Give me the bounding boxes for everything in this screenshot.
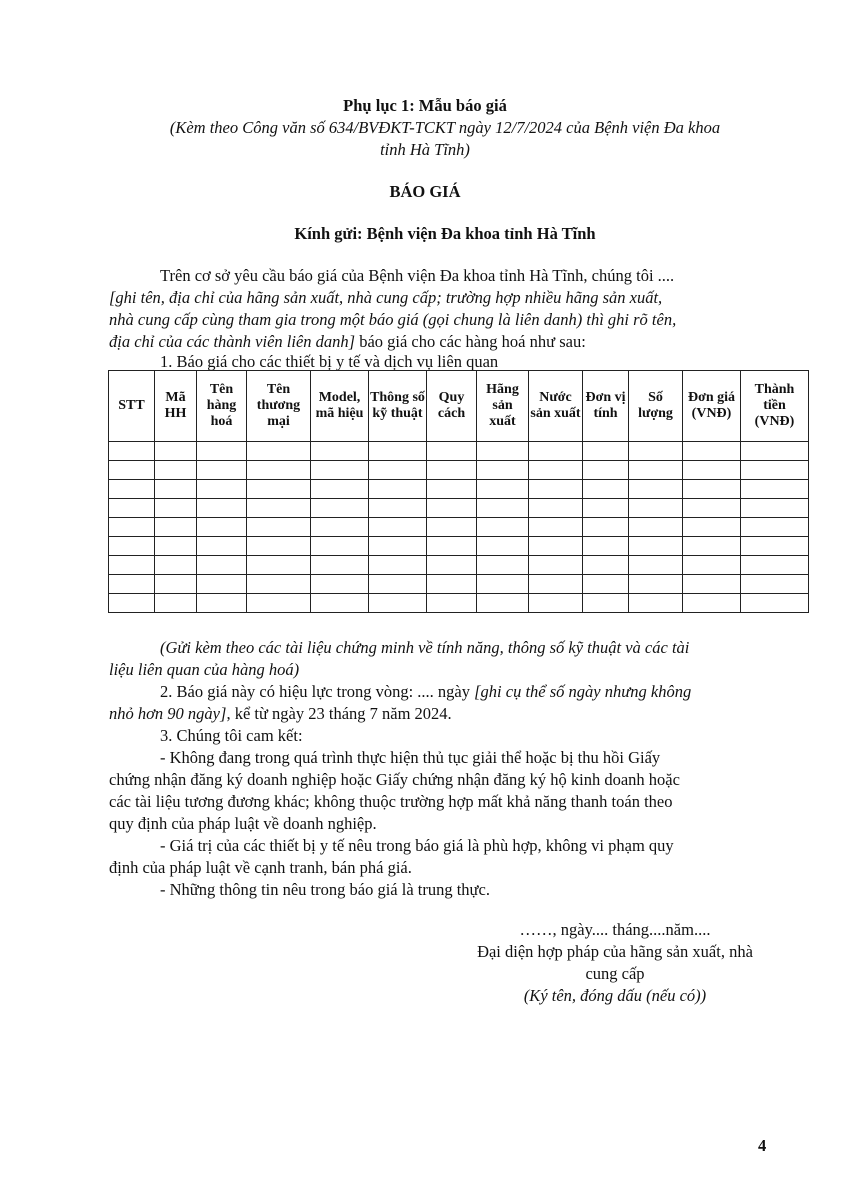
table-cell [741,575,809,594]
table-cell [529,442,583,461]
table-cell [369,461,427,480]
table-cell [311,461,369,480]
table-row [109,575,809,594]
commitment-1-line-1: - Không đang trong quá trình thực hiện thủ tục giải thể hoặc bị thu hồi Giấy [160,748,661,767]
table-cell [529,480,583,499]
table-cell [247,537,311,556]
table-cell [583,594,629,613]
table-row [109,537,809,556]
table-cell [583,556,629,575]
table-cell [741,594,809,613]
table-cell [311,480,369,499]
attach-docs-line-1: (Gửi kèm theo các tài liệu chứng minh về tính năng, thông số kỹ thuật và các tài [160,638,690,657]
validity-line-1 [160,681,770,703]
table-cell [683,594,741,613]
table-cell [583,575,629,594]
table-cell [197,480,247,499]
attachment-note-line2: tỉnh Hà Tĩnh) [380,140,470,159]
table-cell [741,518,809,537]
table-cell [583,499,629,518]
table-cell [683,556,741,575]
intro-line-4 [109,331,771,353]
section-1-heading: 1. Báo giá cho các thiết bị y tế và dịch vụ liên quan [160,352,499,371]
table-cell [683,499,741,518]
table-cell [369,556,427,575]
table-cell [529,575,583,594]
column-header: STT [109,371,155,442]
table-cell [197,537,247,556]
table-cell [529,537,583,556]
table-cell [529,594,583,613]
table-cell [369,499,427,518]
recipient-line: Kính gửi: Bệnh viện Đa khoa tỉnh Hà Tĩnh [294,224,596,243]
table-row [109,499,809,518]
table-cell [529,499,583,518]
table-cell [109,480,155,499]
table-cell [629,594,683,613]
table-cell [155,518,197,537]
table-cell [155,442,197,461]
table-cell [683,442,741,461]
table-row [109,518,809,537]
signature-date: ……, ngày.... tháng....năm.... [519,920,711,939]
column-header: Tên hàng hoá [197,371,247,442]
table-cell [311,537,369,556]
table-row [109,594,809,613]
column-header: Số lượng [629,371,683,442]
validity-line-2 [109,703,771,725]
commitment-2-line-1: - Giá trị của các thiết bị y tế nêu trong báo giá là phù hợp, không vi phạm quy [160,836,674,855]
table-cell [311,442,369,461]
table-cell [629,480,683,499]
table-cell [477,518,529,537]
table-cell [311,518,369,537]
table-cell [529,518,583,537]
validity-text-a: 2. Báo giá này có hiệu lực trong vòng: .... ngày [160,682,475,701]
signature-instruction: (Ký tên, đóng dấu (nếu có)) [523,986,707,1005]
table-row [109,480,809,499]
attachment-note-line1: (Kèm theo Công văn số 634/BVĐKT-TCKT ngày 12/7/2024 của Bệnh viện Đa khoa [169,118,721,137]
commitment-heading: 3. Chúng tôi cam kết: [160,726,303,745]
column-header: Thông số kỹ thuật [369,371,427,442]
page-number: 4 [758,1136,767,1155]
table-cell [369,594,427,613]
table-cell [247,594,311,613]
table-row [109,461,809,480]
table-cell [311,575,369,594]
table-cell [629,442,683,461]
table-cell [197,461,247,480]
column-header: Đơn giá (VNĐ) [683,371,741,442]
table-cell [369,518,427,537]
intro-line-2: [ghi tên, địa chỉ của hãng sản xuất, nhà cung cấp; trường hợp nhiều hãng sản xuất, [109,288,663,307]
table-cell [741,442,809,461]
appendix-title: Phụ lục 1: Mẫu báo giá [343,96,507,115]
table-cell [477,575,529,594]
commitment-1-line-4: quy định của pháp luật về doanh nghiệp. [109,814,377,833]
document-title: BÁO GIÁ [389,182,461,201]
intro-line-4-italic: địa chỉ của các thành viên liên danh] [109,332,356,351]
commitment-3: - Những thông tin nêu trong báo giá là trung thực. [160,880,490,899]
table-cell [109,461,155,480]
table-cell [741,480,809,499]
column-header: Mã HH [155,371,197,442]
table-cell [629,556,683,575]
table-cell [109,537,155,556]
table-cell [109,556,155,575]
table-row [109,442,809,461]
table-cell [155,499,197,518]
table-cell [155,556,197,575]
quote-table [108,370,809,613]
table-header-row [109,371,809,442]
table-cell [197,556,247,575]
table-cell [477,537,529,556]
column-header: Tên thương mại [247,371,311,442]
table-cell [247,575,311,594]
table-cell [311,556,369,575]
table-cell [583,480,629,499]
table-cell [477,594,529,613]
table-cell [427,575,477,594]
representative-line-2: cung cấp [585,964,645,983]
validity-text-b: [ghi cụ thể số ngày nhưng không [474,682,692,701]
table-cell [247,442,311,461]
table-cell [427,480,477,499]
table-cell [683,537,741,556]
table-cell [369,480,427,499]
table-cell [477,442,529,461]
table-cell [197,518,247,537]
table-cell [629,499,683,518]
table-cell [247,518,311,537]
table-cell [197,575,247,594]
table-cell [109,499,155,518]
table-cell [155,537,197,556]
commitment-2-line-2: định của pháp luật về cạnh tranh, bán phá giá. [109,858,412,877]
table-cell [583,537,629,556]
table-cell [583,461,629,480]
table-cell [109,442,155,461]
table-cell [369,537,427,556]
table-cell [629,575,683,594]
table-cell [477,461,529,480]
table-cell [311,594,369,613]
table-cell [427,537,477,556]
table-cell [629,461,683,480]
table-cell [109,575,155,594]
intro-line-3: nhà cung cấp cùng tham gia trong một báo giá (gọi chung là liên danh) thì ghi rõ tên, [109,310,677,329]
table-cell [427,594,477,613]
attach-docs-line-2: liệu liên quan của hàng hoá) [109,660,300,679]
table-cell [683,461,741,480]
table-cell [683,518,741,537]
table-cell [109,594,155,613]
table-cell [529,556,583,575]
table-cell [427,442,477,461]
table-cell [477,499,529,518]
table-cell [741,556,809,575]
table-cell [197,594,247,613]
table-cell [247,499,311,518]
table-cell [583,518,629,537]
table-cell [427,461,477,480]
intro-line-1: Trên cơ sở yêu cầu báo giá của Bệnh viện Đa khoa tỉnh Hà Tĩnh, chúng tôi .... [160,266,675,285]
table-cell [427,499,477,518]
column-header: Thành tiền (VNĐ) [741,371,809,442]
table-cell [247,461,311,480]
table-cell [477,480,529,499]
table-cell [529,461,583,480]
table-cell [369,575,427,594]
column-header: Model, mã hiệu [311,371,369,442]
table-cell [247,556,311,575]
table-cell [683,575,741,594]
table-cell [427,556,477,575]
table-row [109,556,809,575]
table-cell [477,556,529,575]
table-cell [155,594,197,613]
table-cell [583,442,629,461]
column-header: Quy cách [427,371,477,442]
table-cell [109,518,155,537]
validity-text-d: , kể từ ngày 23 tháng 7 năm 2024. [226,704,452,723]
column-header: Đơn vị tính [583,371,629,442]
table-cell [197,499,247,518]
commitment-1-line-2: chứng nhận đăng ký doanh nghiệp hoặc Giấy chứng nhận đăng ký hộ kinh doanh hoặc [109,770,680,789]
column-header: Nước sản xuất [529,371,583,442]
table-cell [155,480,197,499]
table-cell [155,461,197,480]
table-cell [247,480,311,499]
validity-text-c: nhỏ hơn 90 ngày] [109,704,227,723]
table-cell [197,442,247,461]
table-cell [741,499,809,518]
table-cell [155,575,197,594]
representative-line-1: Đại diện hợp pháp của hãng sản xuất, nhà [477,942,753,961]
intro-line-4-rest: báo giá cho các hàng hoá như sau: [355,332,586,351]
table-cell [741,537,809,556]
table-cell [369,442,427,461]
table-cell [311,499,369,518]
table-cell [427,518,477,537]
table-cell [741,461,809,480]
column-header: Hãng sản xuất [477,371,529,442]
table-cell [683,480,741,499]
commitment-1-line-3: các tài liệu tương đương khác; không thuộc trường hợp mất khả năng thanh toán theo [109,792,673,811]
table-cell [629,518,683,537]
table-cell [629,537,683,556]
